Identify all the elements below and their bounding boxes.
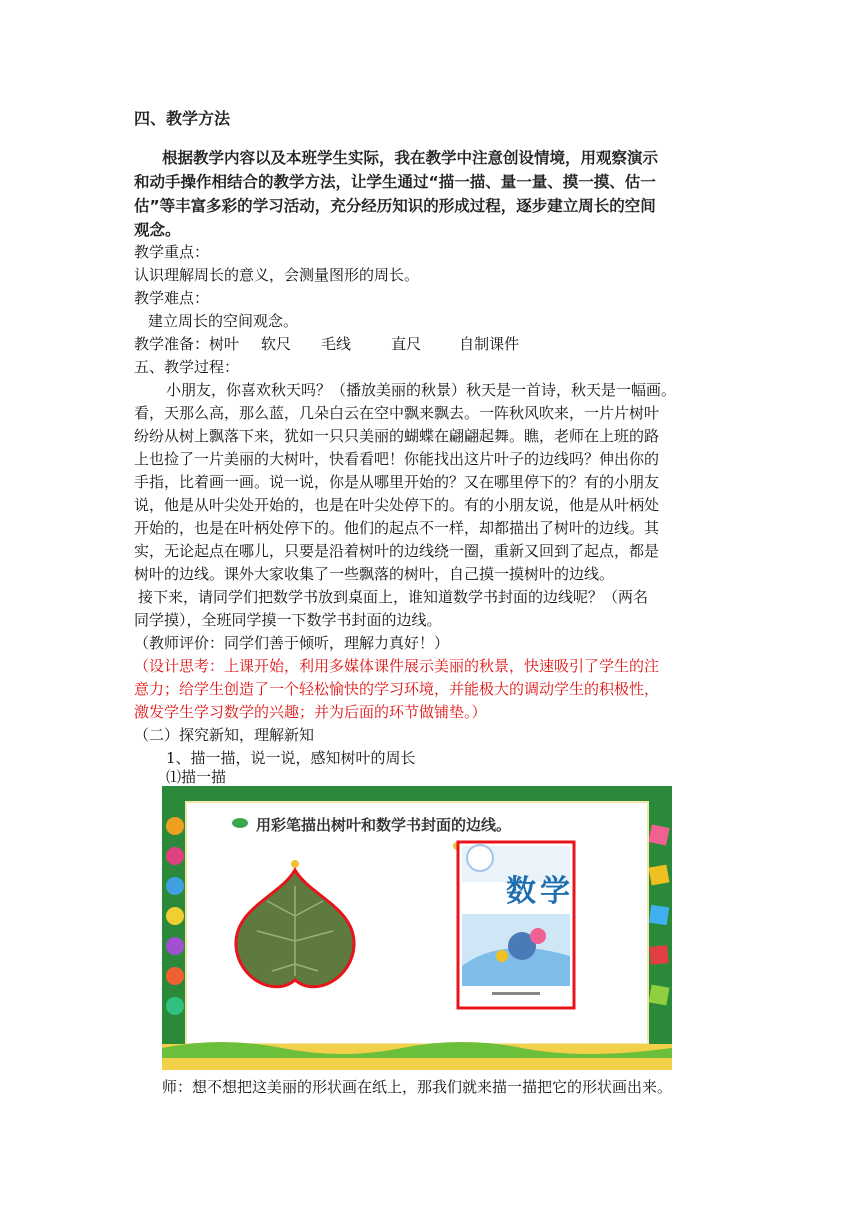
closing-line: 师：想不想把这美丽的形状画在纸上，那我们就来描一描把它的形状画出来。 — [162, 1078, 673, 1096]
section4-line-4: 观念。 — [134, 221, 181, 239]
design-line-2: 意力；给学生创造了一个轻松愉快的学习环境，并能极大的调动学生的积极性， — [134, 680, 660, 698]
prep-item-3: 毛线 — [321, 335, 352, 353]
courseware-slide — [162, 786, 672, 1070]
story-line-3: 纷纷从树上飘落下来，犹如一只只美丽的蝴蝶在翩翩起舞。瞧，老师在上班的路 — [134, 427, 660, 445]
story-line-9: 树叶的边线。课外大家收集了一些飘落的树叶，自己摸一摸树叶的边线。 — [134, 565, 615, 583]
prep-label: 教学准备： — [134, 335, 210, 353]
subsection-2-heading: （二）探究新知，理解新知 — [134, 726, 315, 744]
section4-heading: 四、教学方法 — [134, 109, 231, 128]
difficulty-label: 教学难点： — [134, 289, 210, 307]
design-line-1: （设计思考：上课开始，利用多媒体课件展示美丽的秋景，快速吸引了学生的注 — [134, 657, 660, 675]
section5-heading: 五、教学过程： — [134, 358, 240, 376]
prep-item-2: 软尺 — [261, 335, 292, 353]
prep-item-4: 直尺 — [391, 335, 422, 353]
section4-line-2: 和动手操作相结合的教学方法，让学生通过“描一描、量一量、摸一摸、估一 — [134, 173, 656, 191]
next-line-2: 同学摸），全班同学摸一下数学书封面的边线。 — [134, 611, 442, 629]
teacher-evaluation: （教师评价：同学们善于倾听，理解力真好！） — [134, 634, 450, 652]
story-line-4: 上也捡了一片美丽的大树叶，快看看吧！你能找出这片叶子的边线吗？伸出你的 — [134, 450, 660, 468]
section4-line-1: 根据教学内容以及本班学生实际，我在教学中注意创设情境，用观察演示 — [162, 149, 659, 167]
key-point-label: 教学重点： — [134, 243, 210, 261]
step-1a-heading: ⑴描一描 — [166, 768, 227, 786]
next-line-1: 接下来，请同学们把数学书放到桌面上，谁知道数学书封面的边线呢？（两名 — [138, 588, 649, 606]
prep-item-5: 自制课件 — [459, 335, 520, 353]
story-line-5: 手指，比着画一画。说一说，你是从哪里开始的？又在哪里停下的？有的小朋友 — [134, 473, 660, 491]
key-point-text: 认识理解周长的意义，会测量图形的周长。 — [134, 266, 420, 284]
story-line-2: 看，天那么高，那么蓝，几朵白云在空中飘来飘去。一阵秋风吹来，一片片树叶 — [134, 404, 660, 422]
teaching-prep — [134, 333, 519, 355]
difficulty-text: 建立周长的空间观念。 — [148, 312, 299, 330]
section4-line-3: 估”等丰富多彩的学习活动，充分经历知识的形成过程，逐步建立周长的空间 — [134, 197, 656, 215]
step-1-heading: 1、描一描，说一说，感知树叶的周长 — [166, 749, 416, 767]
story-line-1: 小朋友，你喜欢秋天吗？（播放美丽的秋景）秋天是一首诗，秋天是一幅画。 — [166, 381, 677, 399]
design-line-3: 激发学生学习数学的兴趣；并为后面的环节做铺垫。） — [134, 703, 487, 721]
story-line-7: 开始的，也是在叶柄处停下的。他们的起点不一样，却都描出了树叶的边线。其 — [134, 519, 660, 537]
book-cover-title: 数学 — [506, 874, 574, 909]
slide-title: 用彩笔描出树叶和数学书封面的边线。 — [256, 816, 512, 834]
story-line-6: 说，他是从叶尖处开始的，也是在叶尖处停下的。有的小朋友说，他是从叶柄处 — [134, 496, 660, 514]
story-line-8: 实，无论起点在哪儿，只要是沿着树叶的边线绕一圈，重新又回到了起点，都是 — [134, 542, 660, 560]
prep-item-1: 树叶 — [209, 335, 240, 353]
